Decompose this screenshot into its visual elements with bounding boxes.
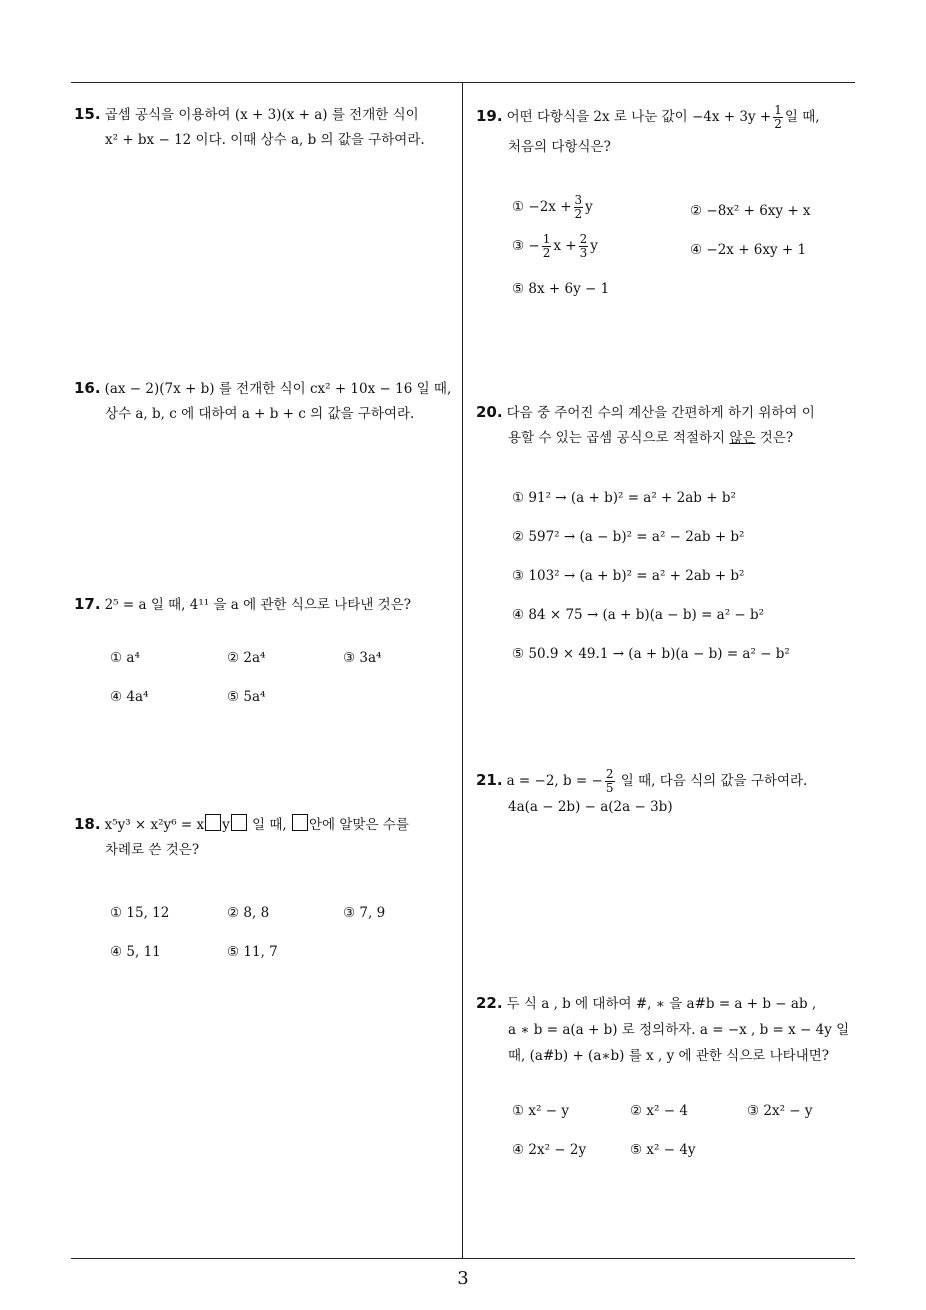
question-text: 안에 알맞은 수를	[309, 817, 409, 833]
fraction: $\frac{2}{5}$	[605, 767, 614, 795]
bottom-rule	[71, 1258, 855, 1259]
question-number: 18.	[74, 815, 101, 833]
question-number: 15.	[74, 105, 101, 123]
blank-box	[205, 814, 221, 831]
question-text: 용할 수 있는 곱셈 공식으로 적절하지	[508, 430, 726, 446]
question-text: y	[222, 817, 230, 833]
question-number: 16.	[74, 379, 101, 397]
option-5[interactable]: ⑤ 5a⁴	[227, 689, 266, 705]
question-20	[476, 400, 860, 451]
option-3[interactable]: ③ 103² → (a + b)² = a² + 2ab + b²	[512, 568, 745, 584]
option-3[interactable]: ③ − $\frac{1}{2}$ x + $\frac{2}{3}$ y	[512, 232, 598, 260]
question-17	[74, 592, 460, 618]
question-text: 다음 중 주어진 수의 계산을 간편하게 하기 위하여 이	[506, 405, 815, 421]
question-text: x² + bx − 12 이다. 이때 상수 a, b 의 값을 구하여라.	[105, 132, 425, 148]
option-1[interactable]: ① 91² → (a + b)² = a² + 2ab + b²	[512, 490, 736, 506]
option-2[interactable]: ② 2a⁴	[227, 650, 266, 666]
option-1[interactable]: ① a⁴	[110, 650, 140, 666]
question-text: 어떤 다항식을 2x 로 나눈 값이 −4x + 3y +	[506, 109, 772, 125]
question-19	[476, 104, 860, 160]
question-22	[476, 990, 860, 1069]
option-4[interactable]: ④ 2x² − 2y	[512, 1142, 587, 1158]
option-3[interactable]: ③ 7, 9	[343, 905, 386, 921]
question-21	[476, 768, 860, 820]
blank-box	[292, 814, 308, 831]
question-text: 2⁵ = a 일 때, 4¹¹ 을 a 에 관한 식으로 나타낸 것은?	[104, 597, 411, 613]
option-2[interactable]: ② 8, 8	[227, 905, 270, 921]
question-number: 21.	[476, 771, 503, 789]
option-1[interactable]: ① x² − y	[512, 1103, 569, 1119]
column-divider	[462, 82, 463, 1259]
top-rule	[71, 82, 855, 83]
question-text: 것은?	[759, 430, 794, 446]
option-4[interactable]: ④ 5, 11	[110, 944, 161, 960]
question-15	[74, 102, 460, 153]
option-4[interactable]: ④ −2x + 6xy + 1	[690, 242, 807, 258]
question-text: 4a(a − 2b) − a(2a − 3b)	[508, 799, 673, 815]
option-2[interactable]: ② −8x² + 6xy + x	[690, 203, 811, 219]
question-text: (ax − 2)(7x + b) 를 전개한 식이 cx² + 10x − 16 일 때,	[104, 381, 452, 397]
question-text: a ∗ b = a(a + b) 로 정의하자. a = −x , b = x − 4y 일	[508, 1022, 850, 1038]
question-18	[74, 812, 460, 863]
question-16	[74, 376, 460, 427]
question-text: a = −2, b = −	[506, 773, 603, 789]
option-1[interactable]: ① −2x + $\frac{3}{2}$ y	[512, 193, 593, 221]
question-text: 일 때,	[784, 109, 820, 125]
question-number: 19.	[476, 107, 503, 125]
question-text: 처음의 다항식은?	[508, 139, 611, 155]
question-number: 17.	[74, 595, 101, 613]
option-4[interactable]: ④ 84 × 75 → (a + b)(a − b) = a² − b²	[512, 607, 765, 623]
underlined-word: 않은	[729, 430, 756, 446]
option-4[interactable]: ④ 4a⁴	[110, 689, 149, 705]
page-number: 3	[457, 1268, 469, 1289]
option-3[interactable]: ③ 2x² − y	[747, 1103, 813, 1119]
fraction: $\frac{1}{2}$	[774, 103, 782, 131]
question-text: 일 때,	[247, 817, 287, 833]
option-2[interactable]: ② x² − 4	[630, 1103, 688, 1119]
option-5[interactable]: ⑤ 50.9 × 49.1 → (a + b)(a − b) = a² − b²	[512, 646, 790, 662]
question-text: x⁵y³ × x²y⁶ = x	[104, 817, 205, 833]
question-number: 20.	[476, 403, 503, 421]
option-5[interactable]: ⑤ 8x + 6y − 1	[512, 281, 610, 297]
question-number: 22.	[476, 994, 503, 1012]
question-text: 곱셈 공식을 이용하여 (x + 3)(x + a) 를 전개한 식이	[104, 107, 419, 123]
blank-box	[231, 814, 247, 831]
option-5[interactable]: ⑤ x² − 4y	[630, 1142, 696, 1158]
question-text: 차례로 쓴 것은?	[105, 842, 200, 858]
option-5[interactable]: ⑤ 11, 7	[227, 944, 278, 960]
option-3[interactable]: ③ 3a⁴	[343, 650, 382, 666]
option-2[interactable]: ② 597² → (a − b)² = a² − 2ab + b²	[512, 529, 745, 545]
question-text: 때, (a#b) + (a∗b) 를 x , y 에 관한 식으로 나타내면?	[508, 1048, 830, 1064]
question-text: 두 식 a , b 에 대하여 #, ∗ 을 a#b = a + b − ab ,	[506, 996, 817, 1012]
option-1[interactable]: ① 15, 12	[110, 905, 170, 921]
question-text: 일 때, 다음 식의 값을 구하여라.	[620, 773, 808, 789]
question-text: 상수 a, b, c 에 대하여 a + b + c 의 값을 구하여라.	[105, 406, 415, 422]
